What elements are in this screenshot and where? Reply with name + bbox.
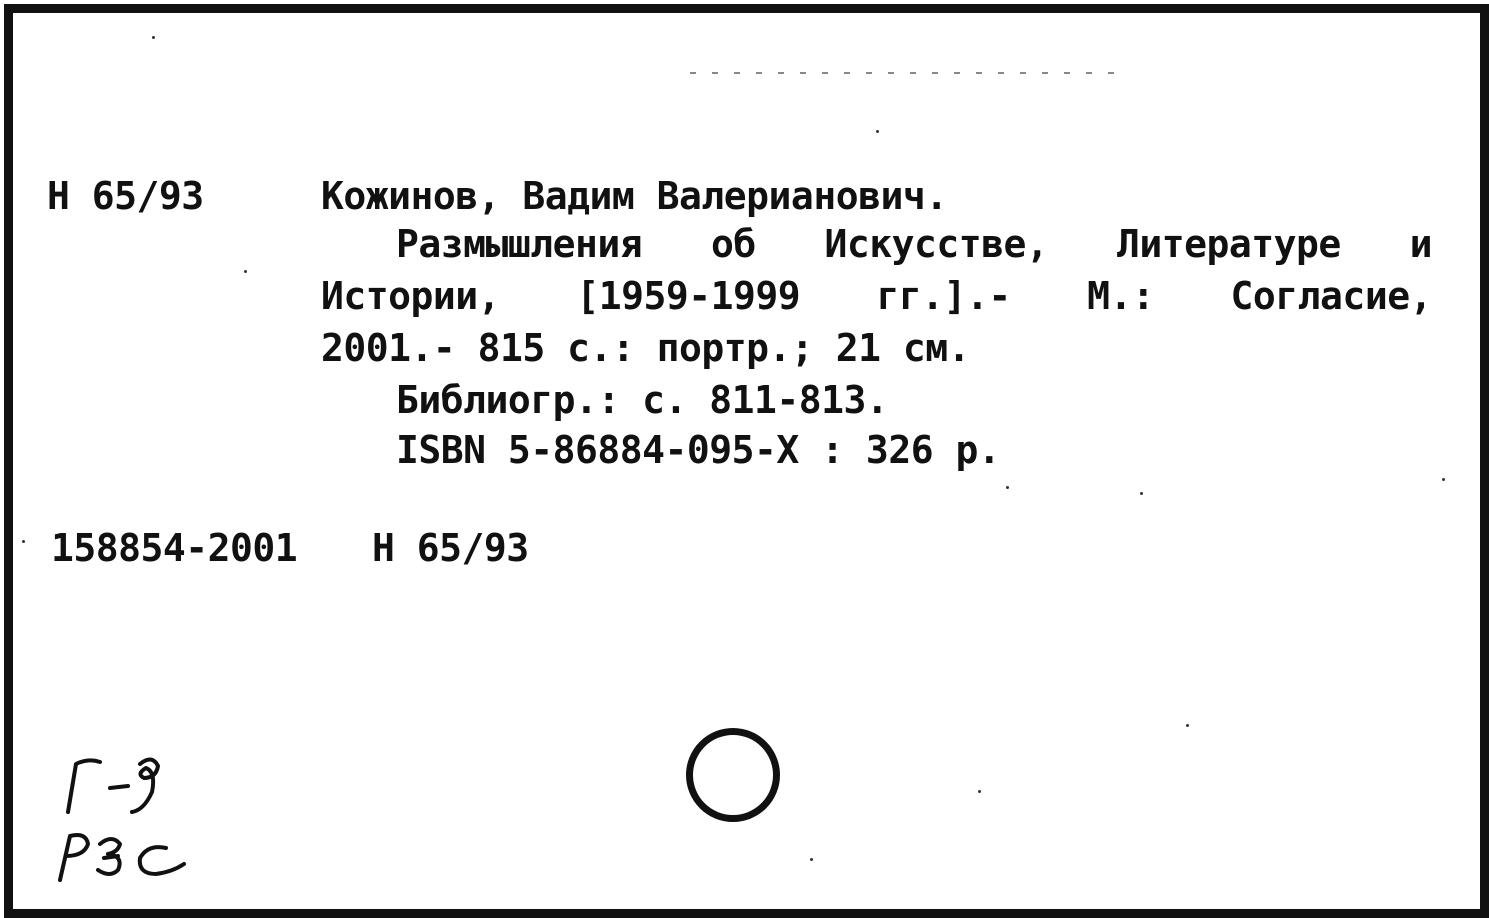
title-word: [1959-1999 [576,274,801,318]
speck [978,790,981,793]
shelfmark: Н 65/93 [47,174,204,218]
bibliography-note: Библиогр.: с. 811-813. [396,378,889,422]
faint-dash-marks [690,72,1130,74]
inventory-shelfmark: Н 65/93 [372,526,529,570]
punch-hole [686,728,780,822]
isbn-line: ISBN 5-86884-095-X : 326 р. [396,428,1001,472]
speck [876,130,879,133]
speck [244,270,247,273]
speck [152,36,155,39]
author-heading: Кожинов, Вадим Валерианович. [321,174,948,218]
title-line-1 [396,222,1432,266]
title-word: М.: [1087,274,1155,318]
title-word: Согласие, [1230,274,1432,318]
speck [1186,724,1189,727]
imprint-line: 2001.- 815 с.: портр.; 21 см. [321,326,970,370]
speck [810,858,813,861]
title-word: Истории, [321,274,501,318]
title-line-2 [321,274,1432,318]
title-word: и [1409,222,1432,266]
title-word: об [710,222,756,266]
title-word: гг.].- [876,274,1011,318]
title-word: Размышления [396,222,643,266]
title-word: Литературе [1117,222,1341,266]
handwritten-note [48,752,198,887]
inventory-number: 158854-2001 [51,526,298,570]
speck [1442,478,1445,481]
speck [1140,492,1143,495]
speck [22,540,25,543]
speck [1006,486,1009,489]
title-word: Искусстве, [824,222,1049,266]
